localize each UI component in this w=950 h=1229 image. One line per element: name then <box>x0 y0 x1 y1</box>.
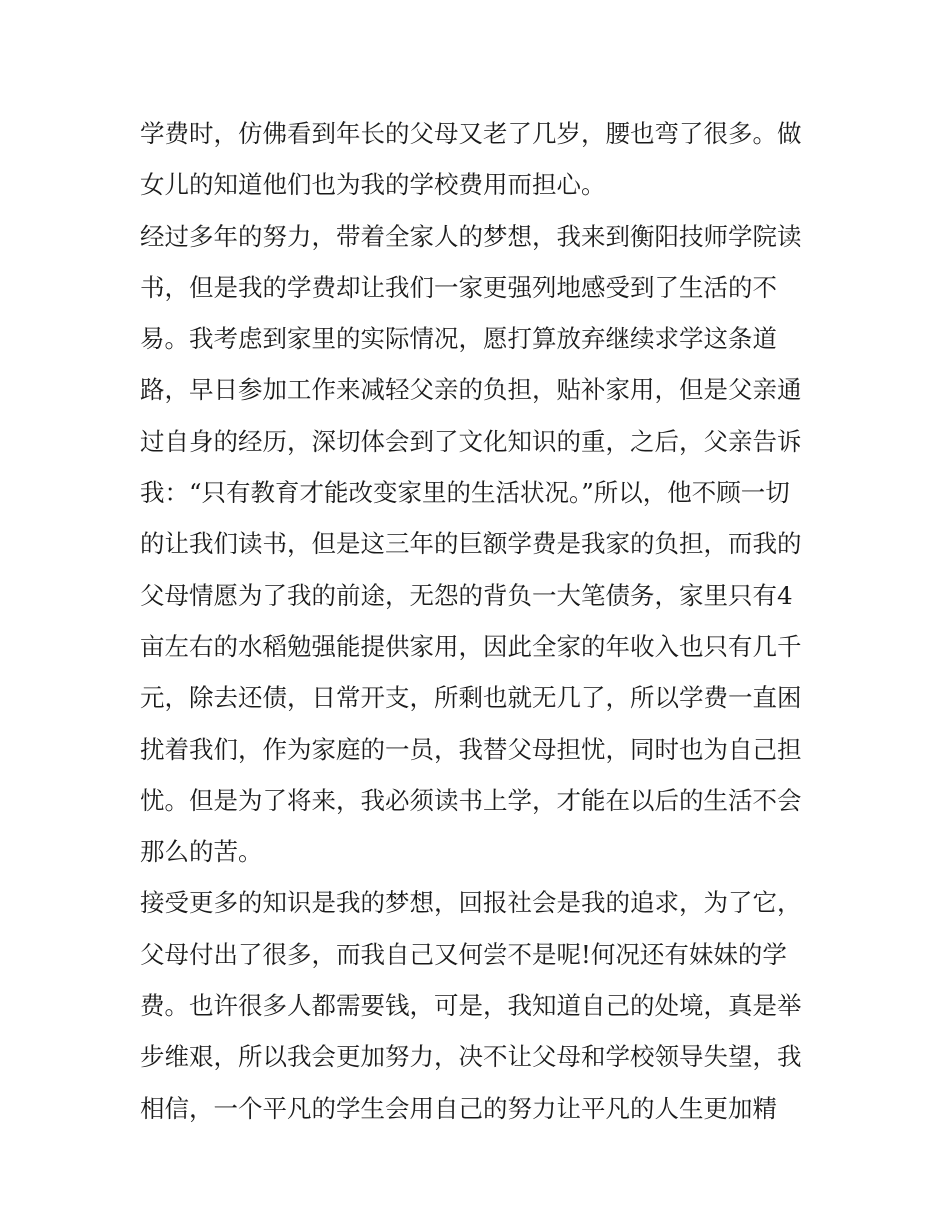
text-line: 相信，一个平凡的学生会用自己的努力让平凡的人生更加精 <box>140 1093 777 1123</box>
text-line: 接受更多的知识是我的梦想，回报社会是我的追求，为了它， <box>140 888 802 918</box>
text-line: 我：“只有教育才能改变家里的生活状况。”所以，他不顾一切 <box>140 478 790 508</box>
text-line: 学费时，仿佛看到年长的父母又老了几岁，腰也弯了很多。做 <box>140 119 802 148</box>
text-line: 扰着我们，作为家庭的一员，我替父母担忧，同时也为自己担 <box>140 734 802 764</box>
text-line: 女儿的知道他们也为我的学校费用而担心。 <box>140 170 606 200</box>
text-line: 步维艰，所以我会更加努力，决不让父母和学校领导失望，我 <box>140 1042 802 1072</box>
text-line: 书，但是我的学费却让我们一家更强列地感受到了生活的不 <box>140 272 777 302</box>
text-line: 经过多年的努力，带着全家人的梦想，我来到衡阳技师学院读 <box>140 221 802 251</box>
text-line: 易。我考虑到家里的实际情况，愿打算放弃继续求学这条道 <box>140 324 777 354</box>
body-text <box>140 108 820 1134</box>
text-line: 忧。但是为了将来，我必须读书上学，才能在以后的生活不会 <box>140 785 802 815</box>
text-line: 元，除去还债，日常开支，所剩也就无几了，所以学费一直困 <box>140 683 802 713</box>
text-line: 过自身的经历，深切体会到了文化知识的重，之后，父亲告诉 <box>140 426 802 456</box>
text-line: 亩左右的水稻勉强能提供家用，因此全家的年收入也只有几千 <box>140 631 802 661</box>
text-line: 那么的苦。 <box>140 837 263 867</box>
text-line: 父母情愿为了我的前途，无怨的背负一大笔债务，家里只有4 <box>140 580 793 610</box>
text-line: 的让我们读书，但是这三年的巨额学费是我家的负担，而我的 <box>140 529 802 559</box>
text-line: 路，早日参加工作来减轻父亲的负担，贴补家用，但是父亲通 <box>140 375 802 405</box>
text-line: 父母付出了很多，而我自己又何尝不是呢!何况还有妹妹的学 <box>140 939 787 969</box>
text-line: 费。也许很多人都需要钱，可是，我知道自己的处境，真是举 <box>140 991 802 1021</box>
